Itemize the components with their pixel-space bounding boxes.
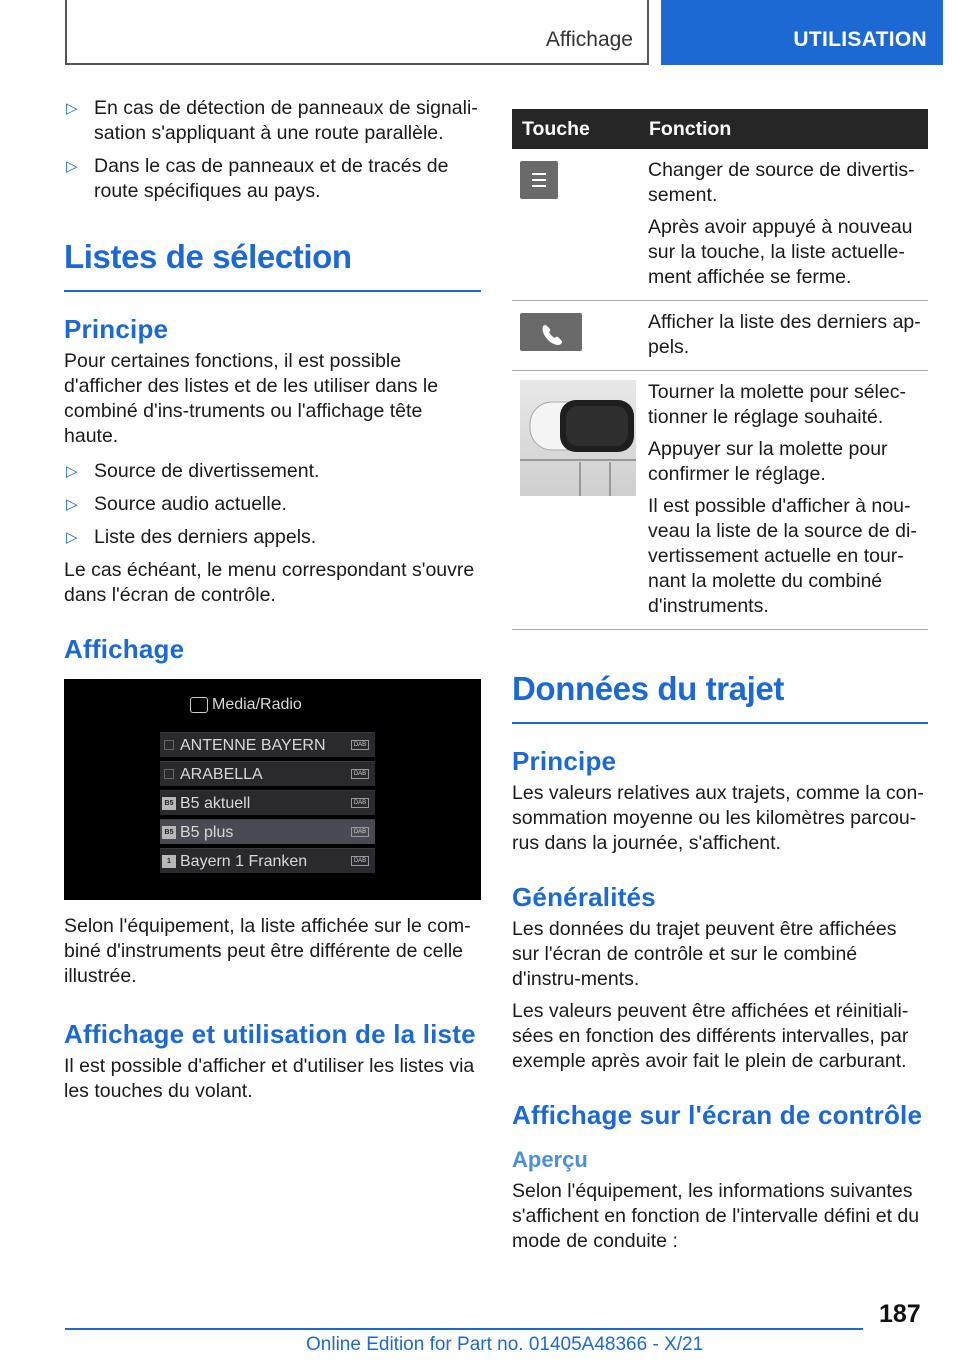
dab-badge: DAB <box>351 856 369 866</box>
subheading-apercu: Aperçu <box>512 1147 588 1172</box>
triangle-bullet-icon: ▷ <box>66 529 78 546</box>
subheading-principe: Principe <box>64 314 169 344</box>
subheading-affichage: Affichage <box>64 634 185 664</box>
triangle-bullet-icon: ▷ <box>66 463 78 480</box>
left-column <box>64 96 481 1111</box>
list-item: ARABELLA DAB <box>160 761 375 786</box>
subheading-affichage-utilisation: Affichage et utilisation de la liste <box>64 1019 476 1049</box>
list-item: B5 B5 plus DAB <box>160 819 375 844</box>
screenshot-caption: Selon l'équipement, la liste affichée sur le com-biné d'instruments peut être différente de celle illustrée. <box>64 915 471 987</box>
menu-paragraph: Le cas échéant, le menu correspondant s'ouvre dans l'écran de contrôle. <box>64 559 475 606</box>
phone-button-icon <box>520 313 582 351</box>
list-item: ANTENNE BAYERN DAB <box>160 732 375 757</box>
bullet-item: ▷ En cas de détection de panneaux de signali-sation s'appliquant à une route parallèle. <box>66 97 478 144</box>
header-chapter-tab[interactable] <box>661 0 943 65</box>
screen-title: Media/Radio <box>212 696 302 713</box>
thumbwheel-icon <box>520 380 636 496</box>
principe-paragraph: Pour certaines fonctions, il est possible d'afficher des listes et de les utiliser dans le combiné d'ins-truments ou l'affichage tête haute. <box>64 350 439 447</box>
media-radio-icon <box>190 697 208 713</box>
triangle-bullet-icon: ▷ <box>66 100 78 117</box>
generalites-paragraph-2: Les valeurs peuvent être affichées et réinitiali-sées en fonction des différents intervalles, par exemple après avoir fait le plein de carburant. <box>512 1000 909 1072</box>
list-button-icon <box>520 161 558 199</box>
table-row: Tourner la molette pour sélec-tionner le réglage souhaité. Appuyer sur la molette pour confirmer le réglage. Il est possible d'afficher à nou-veau la liste de la source de di-vertissement actuelle en tour-nant la molette du combiné d'instruments. <box>512 371 928 630</box>
dab-badge: DAB <box>351 798 369 808</box>
table-row: Changer de source de divertis-sement. Après avoir appuyé à nouveau sur la touche, la liste actuelle-ment affichée se ferme. <box>512 149 928 301</box>
section-heading-donnees: Données du trajet <box>512 670 928 724</box>
triangle-bullet-icon: ▷ <box>66 158 78 175</box>
list-item: 1 Bayern 1 Franken DAB <box>160 848 375 873</box>
key-function-table <box>512 109 928 630</box>
bullet-item: ▷ Dans le cas de panneaux et de tracés de route spécifiques au pays. <box>66 155 449 202</box>
header-section-title: Affichage <box>545 28 633 51</box>
bullet-item: ▷ Source de divertissement. <box>66 460 320 482</box>
subheading-generalites: Généralités <box>512 882 656 912</box>
subheading-affichage-ecran: Affichage sur l'écran de contrôle <box>512 1100 923 1130</box>
dab-badge: DAB <box>351 769 369 779</box>
header-section-box <box>65 0 649 65</box>
apercu-paragraph: Selon l'équipement, les informations suivantes s'affichent en fonction de l'intervalle défini et du mode de conduite : <box>512 1180 920 1252</box>
generalites-paragraph-1: Les données du trajet peuvent être affichées sur l'écran de contrôle et sur le combiné d'instru-ments. <box>512 918 897 990</box>
media-radio-screenshot <box>64 679 481 900</box>
triangle-bullet-icon: ▷ <box>66 496 78 513</box>
footer-divider <box>65 1328 863 1330</box>
station-placeholder-icon <box>164 740 174 750</box>
right-principe-paragraph: Les valeurs relatives aux trajets, comme la con-sommation moyenne ou les kilomètres parcou-rus dans la journée, s'affichent. <box>512 782 924 854</box>
station-logo-icon: B5 <box>162 797 176 810</box>
header-chapter-title: UTILISATION <box>793 28 927 51</box>
dab-badge: DAB <box>351 740 369 750</box>
station-placeholder-icon <box>164 769 174 779</box>
table-header-fonction: Fonction <box>639 109 928 149</box>
table-row: Afficher la liste des derniers ap-pels. <box>512 301 928 371</box>
section-heading-listes: Listes de sélection <box>64 238 481 292</box>
page-number: 187 <box>879 1300 921 1328</box>
right-column <box>512 103 928 1261</box>
table-header-touche: Touche <box>512 109 639 149</box>
affichage-utilisation-paragraph: Il est possible d'afficher et d'utiliser les listes via les touches du volant. <box>64 1055 475 1102</box>
subheading-principe-right: Principe <box>512 746 617 776</box>
bullet-item: ▷ Liste des derniers appels. <box>66 526 317 548</box>
bullet-item: ▷ Source audio actuelle. <box>66 493 287 515</box>
station-logo-icon: B5 <box>162 826 176 839</box>
list-item: B5 B5 aktuell DAB <box>160 790 375 815</box>
footer-edition-text: Online Edition for Part no. 01405A48366 - X/21 <box>306 1334 704 1355</box>
station-logo-icon: 1 <box>162 855 176 868</box>
dab-badge: DAB <box>351 827 369 837</box>
table-header-row <box>512 109 928 149</box>
